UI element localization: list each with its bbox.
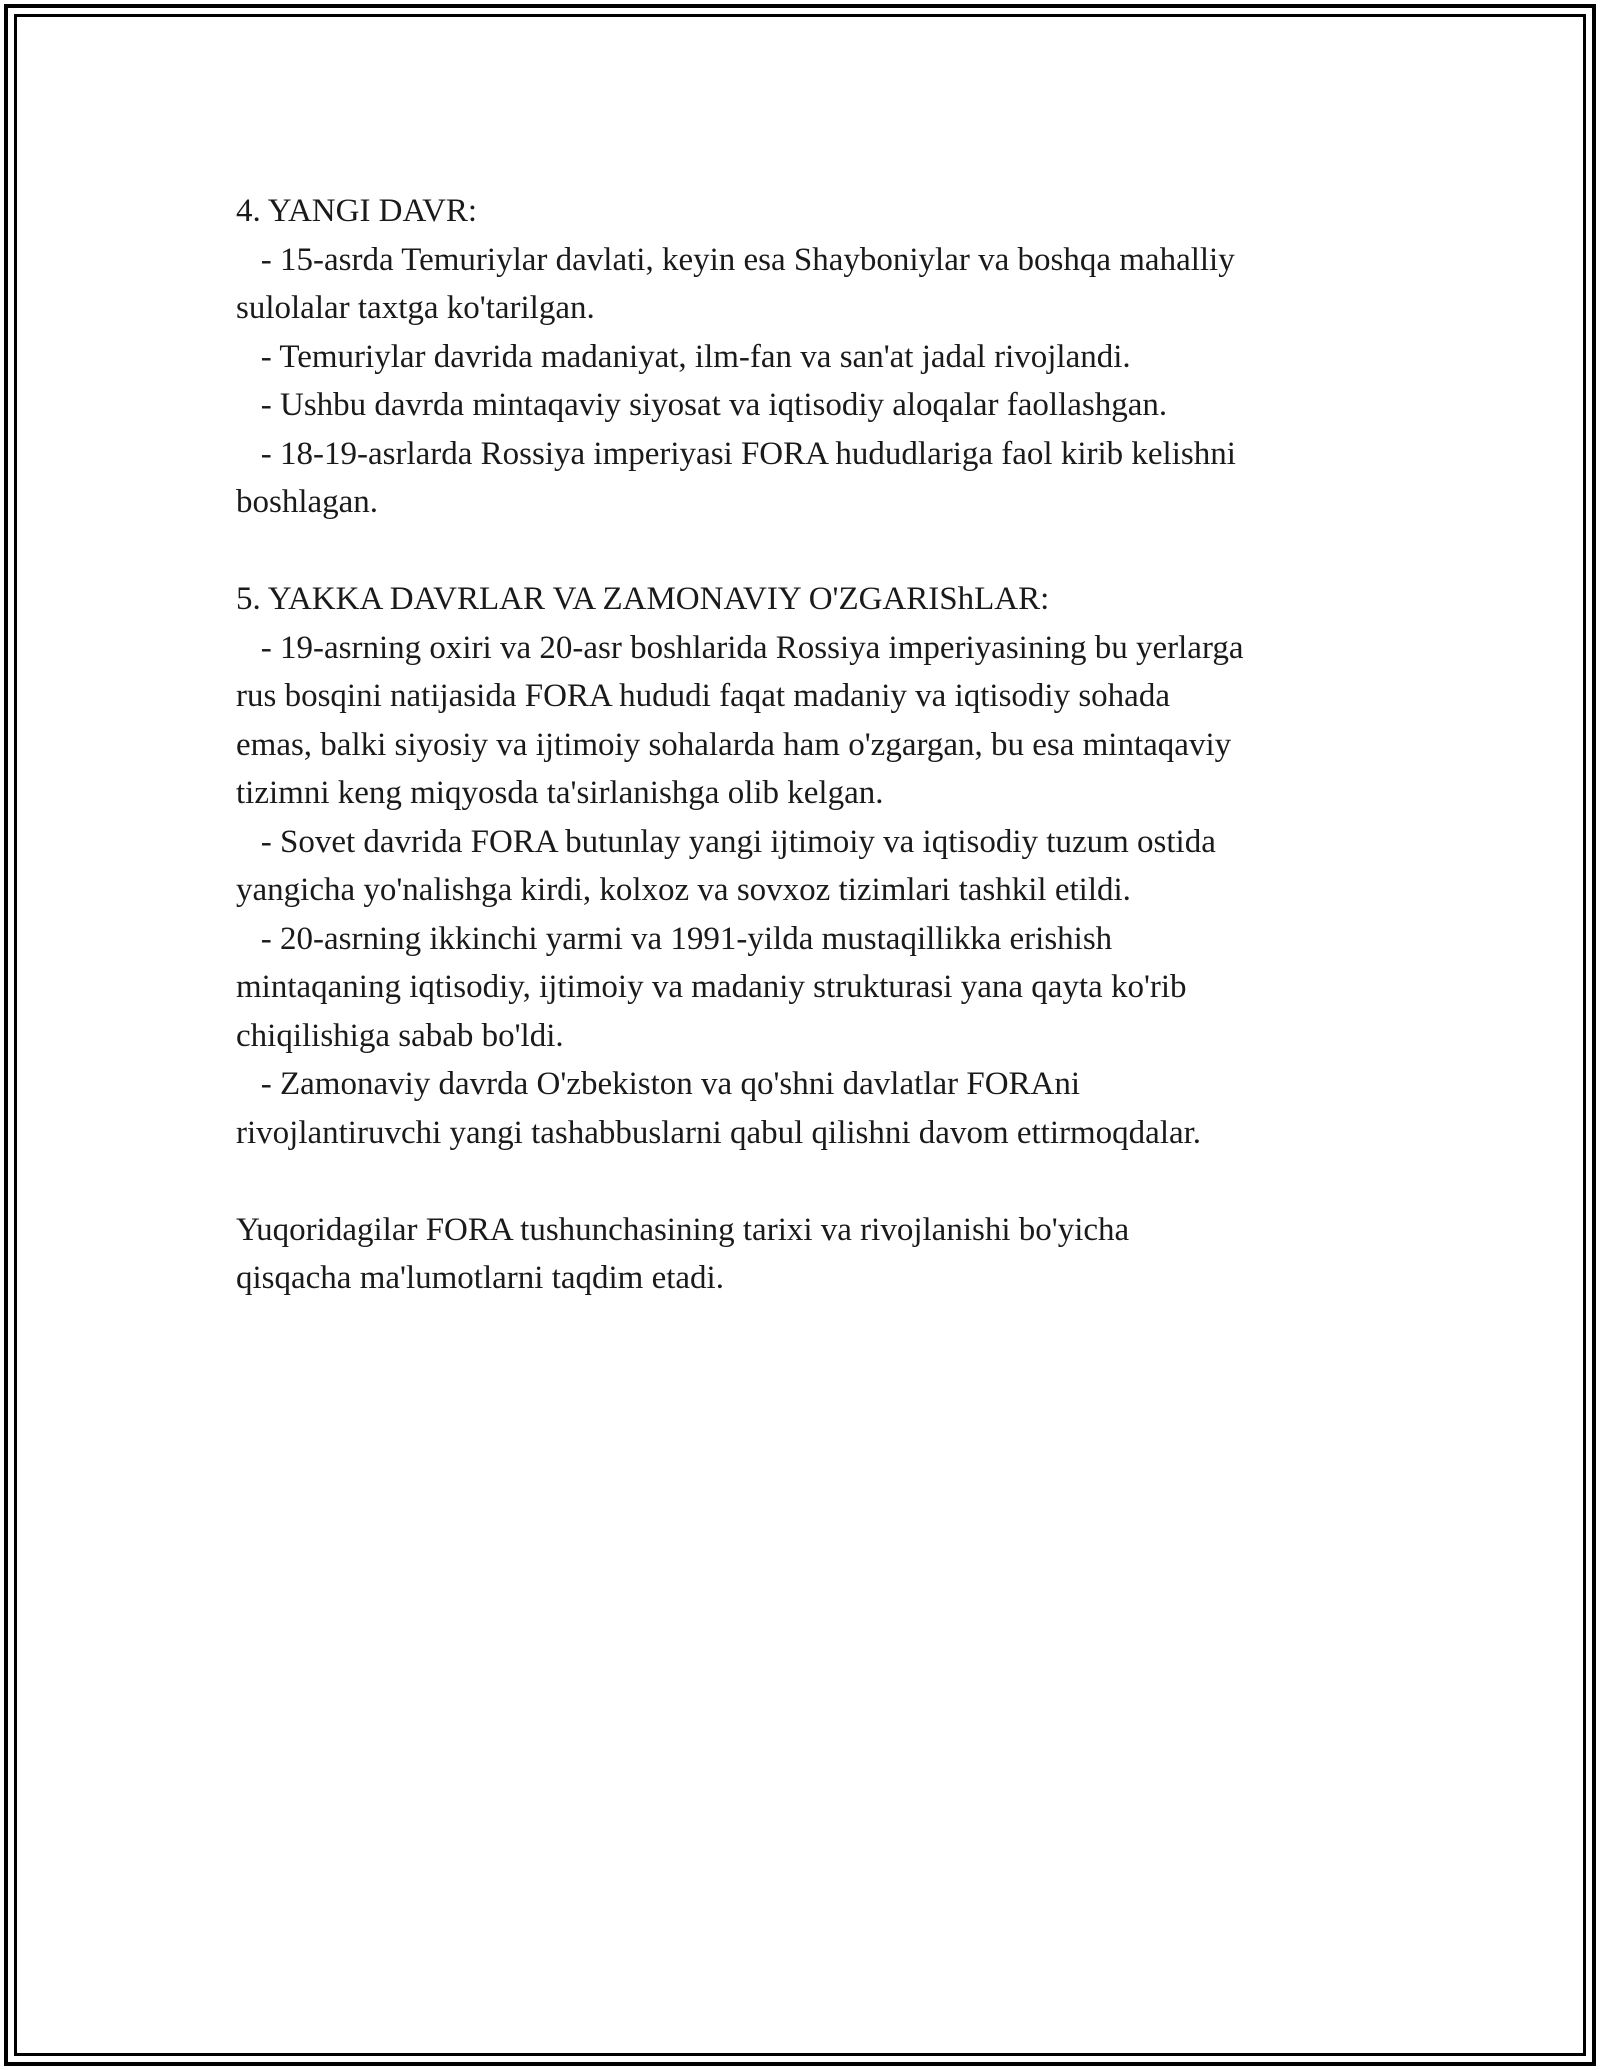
text-line: tizimni keng miqyosda ta'sirlanishga olib kelgan.: [236, 775, 884, 811]
text-line: - 19-asrning oxiri va 20-asr boshlarida Rossiya imperiyasining bu yerlarga: [236, 629, 1244, 666]
text-line: boshlagan.: [236, 484, 379, 520]
section-heading: 5. YAKKA DAVRLAR VA ZAMONAVIY O'ZGARIShLAR:: [236, 581, 1050, 617]
text-line: qisqacha ma'lumotlarni taqdim etadi.: [236, 1260, 724, 1296]
text-line: Yuqoridagilar FORA tushunchasining tarixi va rivojlanishi bo'yicha: [236, 1211, 1130, 1248]
conclusion-paragraph: [236, 1206, 1376, 1303]
text-line: - 15-asrda Temuriylar davlati, keyin esa Shayboniylar va boshqa mahalliy: [236, 241, 1235, 278]
text-line: chiqilishiga sabab bo'ldi.: [236, 1017, 564, 1054]
text-line: rivojlantiruvchi yangi tashabbuslarni qabul qilishni davom ettirmoqdalar.: [236, 1114, 1202, 1151]
document-body: [236, 187, 1376, 1303]
text-line: yangicha yo'nalishga kirdi, kolxoz va sovxoz tizimlari tashkil etildi.: [236, 872, 1131, 908]
section-5: [236, 575, 1376, 1157]
text-line: sulolalar taxtga ko'tarilgan.: [236, 290, 595, 326]
paragraph-spacer: [236, 527, 1376, 576]
text-line: mintaqaning iqtisodiy, ijtimoiy va madaniy strukturasi yana qayta ko'rib: [236, 969, 1187, 1005]
paragraph-spacer: [236, 1157, 1376, 1206]
text-line: rus bosqini natijasida FORA hududi faqat madaniy va iqtisodiy sohada: [236, 678, 1170, 714]
text-line: emas, balki siyosiy va ijtimoiy sohalarda ham o'zgargan, bu esa mintaqaviy: [236, 726, 1232, 763]
text-line: - Zamonaviy davrda O'zbekiston va qo'shni davlatlar FORAni: [236, 1066, 1081, 1102]
text-line: - Sovet davrida FORA butunlay yangi ijtimoiy va iqtisodiy tuzum ostida: [236, 823, 1216, 860]
text-line: - 20-asrning ikkinchi yarmi va 1991-yilda mustaqillikka erishish: [236, 920, 1113, 957]
text-line: - Ushbu davrda mintaqaviy siyosat va iqtisodiy aloqalar faollashgan.: [236, 387, 1168, 423]
section-heading: 4. YANGI DAVR:: [236, 193, 478, 229]
text-line: - Temuriylar davrida madaniyat, ilm-fan va san'at jadal rivojlandi.: [236, 338, 1131, 375]
section-4: [236, 187, 1376, 527]
text-line: - 18-19-asrlarda Rossiya imperiyasi FORA hududlariga faol kirib kelishni: [236, 435, 1236, 472]
